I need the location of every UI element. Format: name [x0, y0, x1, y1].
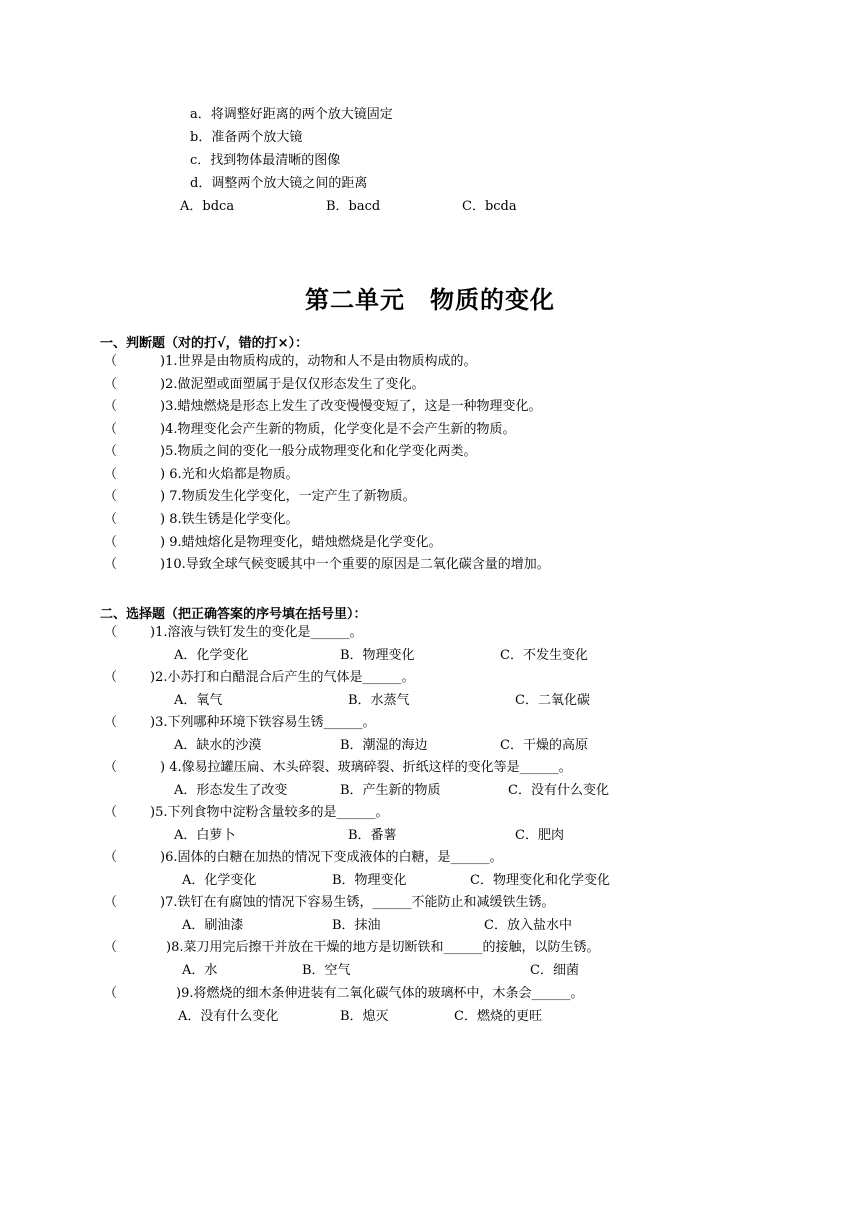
tf-item-text: )10.导致全球气候变暖其中一个重要的原因是二氧化碳含量的增加。 — [160, 557, 550, 572]
mc-option: B．熄灭 — [340, 1009, 389, 1024]
section2-heading: 二、选择题（把正确答案的序号填在括号里）： — [100, 607, 367, 622]
mc-option: B．番薯 — [348, 828, 397, 843]
mc-option: C．干燥的高原 — [500, 738, 588, 753]
mc-option: B．产生新的物质 — [340, 783, 441, 798]
mc-option: C．放入盐水中 — [484, 918, 572, 933]
mc-option: A．化学变化 — [182, 873, 257, 888]
mc-option: C．没有什么变化 — [508, 783, 609, 798]
mc-option: C．燃烧的更旺 — [454, 1009, 542, 1024]
mc-question: （ )2.小苏打和白醋混合后产生的气体是______。 — [104, 670, 415, 685]
mc-option: C．肥肉 — [515, 828, 564, 843]
tf-item: （ ) 7.物质发生化学变化，一定产生了新物质。 — [104, 489, 416, 504]
mc-question: （ )9.将燃烧的细木条伸进装有二氧化碳气体的玻璃杯中，木条会______。 — [104, 986, 584, 1001]
mc-question: （ ) 4.像易拉罐压扁、木头碎裂、玻璃碎裂、折纸这样的变化等是______。 — [104, 760, 572, 775]
tf-item: （ )2.做泥塑或面塑属于是仅仅形态发生了变化。 — [104, 377, 425, 392]
mc-option: B．潮湿的海边 — [340, 738, 428, 753]
tf-item-text: ) 6.光和火焰都是物质。 — [160, 467, 299, 482]
tf-item-text: ) 7.物质发生化学变化，一定产生了新物质。 — [160, 489, 416, 504]
tf-item: （ ) 6.光和火焰都是物质。 — [104, 467, 299, 482]
tf-item-text: )5.物质之间的变化一般分成物理变化和化学变化两类。 — [160, 444, 477, 459]
step-d: d．调整两个放大镜之间的距离 — [190, 176, 368, 191]
mc-question-text: )2.小苏打和白醋混合后产生的气体是______。 — [150, 670, 415, 685]
step-c: c．找到物体最清晰的图像 — [190, 153, 341, 168]
mc-option: A．缺水的沙漠 — [174, 738, 262, 753]
mc-question-text: ) 4.像易拉罐压扁、木头碎裂、玻璃碎裂、折纸这样的变化等是______。 — [160, 760, 572, 775]
mc-question-text: )9.将燃烧的细木条伸进装有二氧化碳气体的玻璃杯中，木条会______。 — [176, 986, 584, 1001]
tf-item: （ )5.物质之间的变化一般分成物理变化和化学变化两类。 — [104, 444, 477, 459]
mc-option: C．细菌 — [530, 963, 579, 978]
mc-option: C．不发生变化 — [500, 648, 588, 663]
tf-item-text: ) 9.蜡烛熔化是物理变化，蜡烛燃烧是化学变化。 — [160, 535, 442, 550]
mc-question: （ )7.铁钉在有腐蚀的情况下容易生锈，______不能防止和减缓铁生锈。 — [104, 895, 555, 910]
mc-question: （ )5.下列食物中淀粉含量较多的是______。 — [104, 805, 389, 820]
tf-item: （ ) 9.蜡烛熔化是物理变化，蜡烛燃烧是化学变化。 — [104, 535, 442, 550]
tf-item: （ )4.物理变化会产生新的物质，化学变化是不会产生新的物质。 — [104, 422, 516, 437]
step-option-a: A．bdca — [180, 199, 235, 214]
mc-option: A．化学变化 — [174, 648, 249, 663]
mc-question-text: )3.下列哪种环境下铁容易生锈______。 — [150, 715, 376, 730]
tf-item-text: )3.蜡烛燃烧是形态上发生了改变慢慢变短了，这是一种物理变化。 — [160, 399, 542, 414]
mc-question: （ )1.溶液与铁钉发生的变化是______。 — [104, 625, 363, 640]
mc-question-text: )8.菜刀用完后擦干并放在干燥的地方是切断铁和______的接触，以防生锈。 — [166, 940, 600, 955]
mc-option: C．物理变化和化学变化 — [470, 873, 610, 888]
tf-item: （ )3.蜡烛燃烧是形态上发生了改变慢慢变短了，这是一种物理变化。 — [104, 399, 542, 414]
mc-option: A．水 — [182, 963, 218, 978]
tf-item-text: )4.物理变化会产生新的物质，化学变化是不会产生新的物质。 — [160, 422, 516, 437]
step-option-b: B．bacd — [326, 199, 381, 214]
step-option-c: C．bcda — [462, 199, 517, 214]
mc-question-text: )1.溶液与铁钉发生的变化是______。 — [150, 625, 363, 640]
tf-item-text: )2.做泥塑或面塑属于是仅仅形态发生了变化。 — [160, 377, 425, 392]
mc-option: C．二氧化碳 — [515, 693, 590, 708]
mc-option: B．抹油 — [332, 918, 381, 933]
tf-item: （ )1.世界是由物质构成的，动物和人不是由物质构成的。 — [104, 354, 477, 369]
mc-option: B．水蒸气 — [348, 693, 410, 708]
tf-item: （ ) 8.铁生锈是化学变化。 — [104, 512, 299, 527]
mc-question-text: )7.铁钉在有腐蚀的情况下容易生锈，______不能防止和减缓铁生锈。 — [160, 895, 555, 910]
mc-question: （ )6.固体的白糖在加热的情况下变成液体的白糖，是______。 — [104, 850, 503, 865]
mc-question: （ )8.菜刀用完后擦干并放在干燥的地方是切断铁和______的接触，以防生锈。 — [104, 940, 600, 955]
mc-question: （ )3.下列哪种环境下铁容易生锈______。 — [104, 715, 376, 730]
unit-title: 第二单元 物质的变化 — [305, 286, 555, 314]
tf-item-text: ) 8.铁生锈是化学变化。 — [160, 512, 299, 527]
step-a: a．将调整好距离的两个放大镜固定 — [190, 107, 393, 122]
tf-item: （ )10.导致全球气候变暖其中一个重要的原因是二氧化碳含量的增加。 — [104, 557, 550, 572]
mc-option: A．没有什么变化 — [178, 1009, 279, 1024]
section1-heading: 一、判断题（对的打√，错的打×）： — [100, 336, 309, 351]
mc-question-text: )6.固体的白糖在加热的情况下变成液体的白糖，是______。 — [160, 850, 503, 865]
mc-question-text: )5.下列食物中淀粉含量较多的是______。 — [150, 805, 389, 820]
mc-option: A．氧气 — [174, 693, 223, 708]
mc-option: B．物理变化 — [340, 648, 415, 663]
mc-option: B．物理变化 — [332, 873, 407, 888]
step-b: b．准备两个放大镜 — [190, 130, 303, 145]
mc-option: A．形态发生了改变 — [174, 783, 288, 798]
mc-option: B．空气 — [302, 963, 351, 978]
tf-item-text: )1.世界是由物质构成的，动物和人不是由物质构成的。 — [160, 354, 477, 369]
mc-option: A．白萝卜 — [174, 828, 236, 843]
mc-option: A．刷油漆 — [182, 918, 244, 933]
